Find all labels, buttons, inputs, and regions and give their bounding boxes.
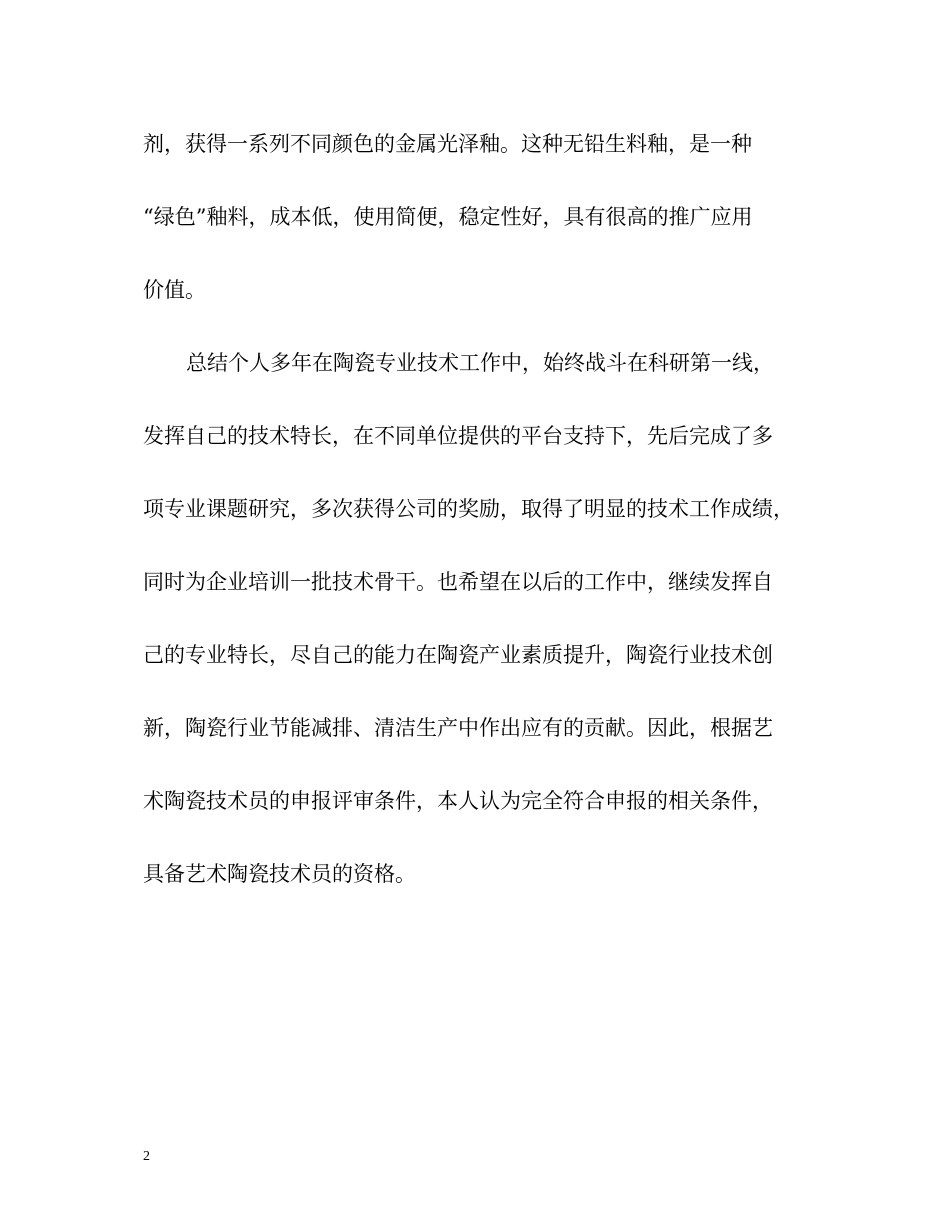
body-text [143, 118, 823, 921]
text-line: 剂，获得一系列不同颜色的金属光泽釉。这种无铅生料釉，是一种 [143, 132, 752, 156]
text-line: 发挥自己的技术特长，在不同单位提供的平台支持下，先后完成了多 [143, 424, 773, 448]
text-line: 同时为企业培训一批技术骨干。也希望在以后的工作中，继续发挥自 [143, 570, 773, 594]
text-line: 项专业课题研究，多次获得公司的奖励，取得了明显的技术工作成绩， [143, 497, 794, 521]
page-number: 2 [143, 1149, 150, 1164]
text-line: “绿色”釉料，成本低，使用简便，稳定性好，具有很高的推广应用 [143, 205, 753, 229]
paragraph-first-line: 总结个人多年在陶瓷专业技术工作中，始终战斗在科研第一线， [186, 351, 774, 375]
text-line: 己的专业特长，尽自己的能力在陶瓷产业素质提升，陶瓷行业技术创 [143, 643, 773, 667]
text-line: 具备艺术陶瓷技术员的资格。 [143, 862, 416, 886]
text-line: 新，陶瓷行业节能减排、清洁生产中作出应有的贡献。因此，根据艺 [143, 716, 773, 740]
text-line: 术陶瓷技术员的申报评审条件，本人认为完全符合申报的相关条件， [143, 789, 773, 813]
text-line: 价值。 [143, 278, 206, 302]
